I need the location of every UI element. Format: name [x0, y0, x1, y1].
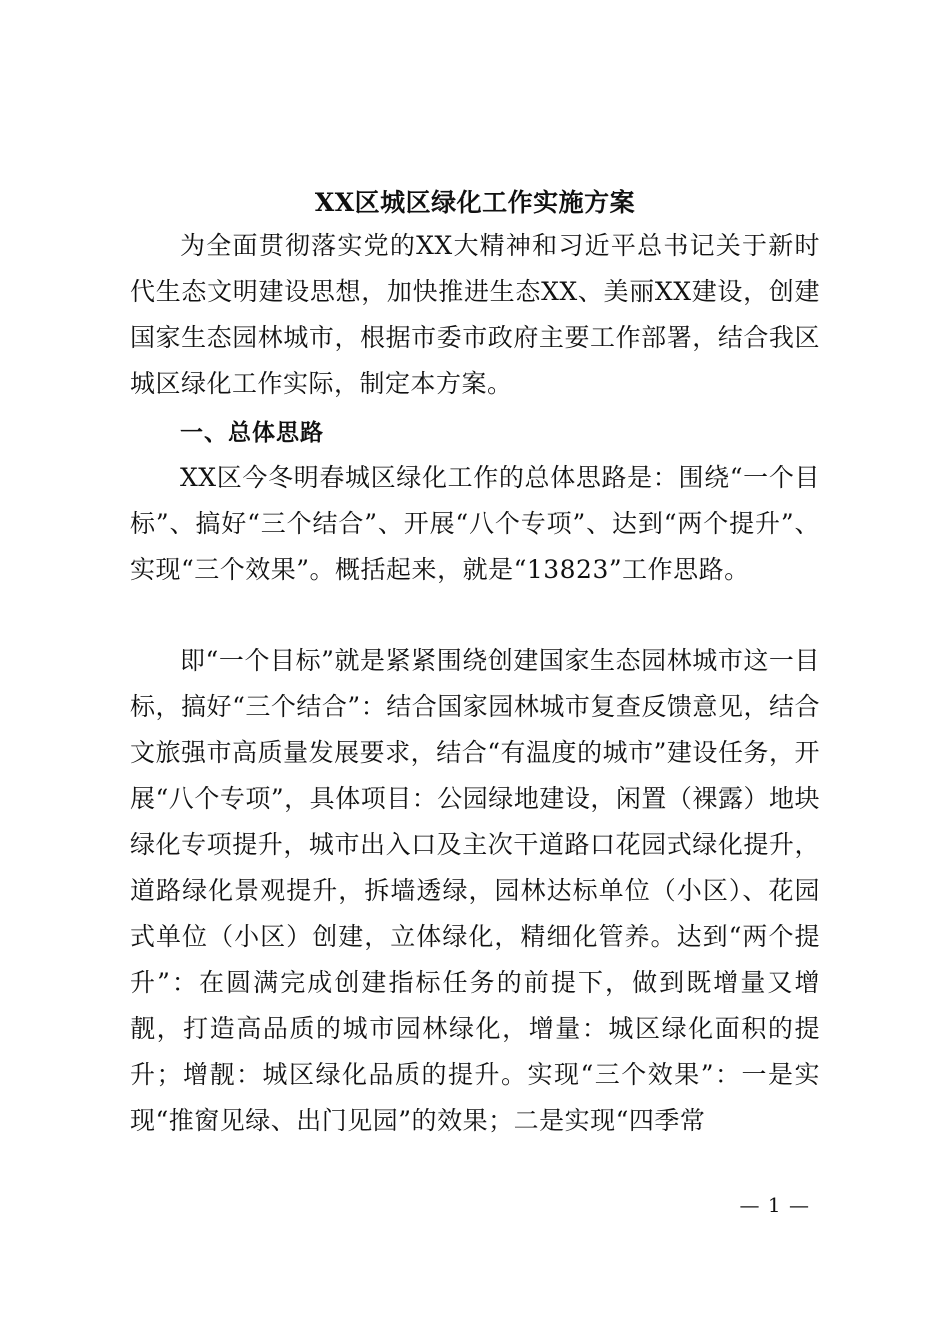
page-number: — 1 — — [739, 1193, 810, 1217]
intro-paragraph: 为全面贯彻落实党的XX大精神和习近平总书记关于新时代生态文明建设思想，加快推进生态XX、美丽XX建设，创建国家生态园林城市，根据市委市政府主要工作部署，结合我区城区绿化工作实际，制定本方案。 — [130, 231, 820, 398]
document-title: XX区城区绿化工作实施方案 — [314, 188, 636, 217]
approach-detail-paragraph: 即“一个目标”就是紧紧围绕创建国家生态园林城市这一目标，搞好“三个结合”：结合国家园林城市复查反馈意见，结合文旅强市高质量发展要求，结合“有温度的城市”建设任务，开展“八个专项”，具体项目：公园绿地建设，闲置（裸露）地块绿化专项提升，城市出入口及主次干道路口花园式绿化提升，道路绿化景观提升，拆墙透绿，园林达标单位（小区）、花园式单位（小区）创建，立体绿化，精细化管养。达到“两个提升”：在圆满完成创建指标任务的前提下，做到既增量又增靓，打造高品质的城市园林绿化，增量：城区绿化面积的提升；增靓：城区绿化品质的提升。实现“三个效果”：一是实现“推窗见绿、出门见园”的效果；二是实现“四季常 — [130, 646, 820, 1135]
overall-approach-paragraph: XX区今冬明春城区绿化工作的总体思路是：围绕“一个目标”、搞好“三个结合”、开展“八个专项”、达到“两个提升”、实现“三个效果”。概括起来，就是“13823”工作思路。 — [130, 463, 820, 584]
section-heading-overall-approach: 一、总体思路 — [180, 420, 324, 446]
